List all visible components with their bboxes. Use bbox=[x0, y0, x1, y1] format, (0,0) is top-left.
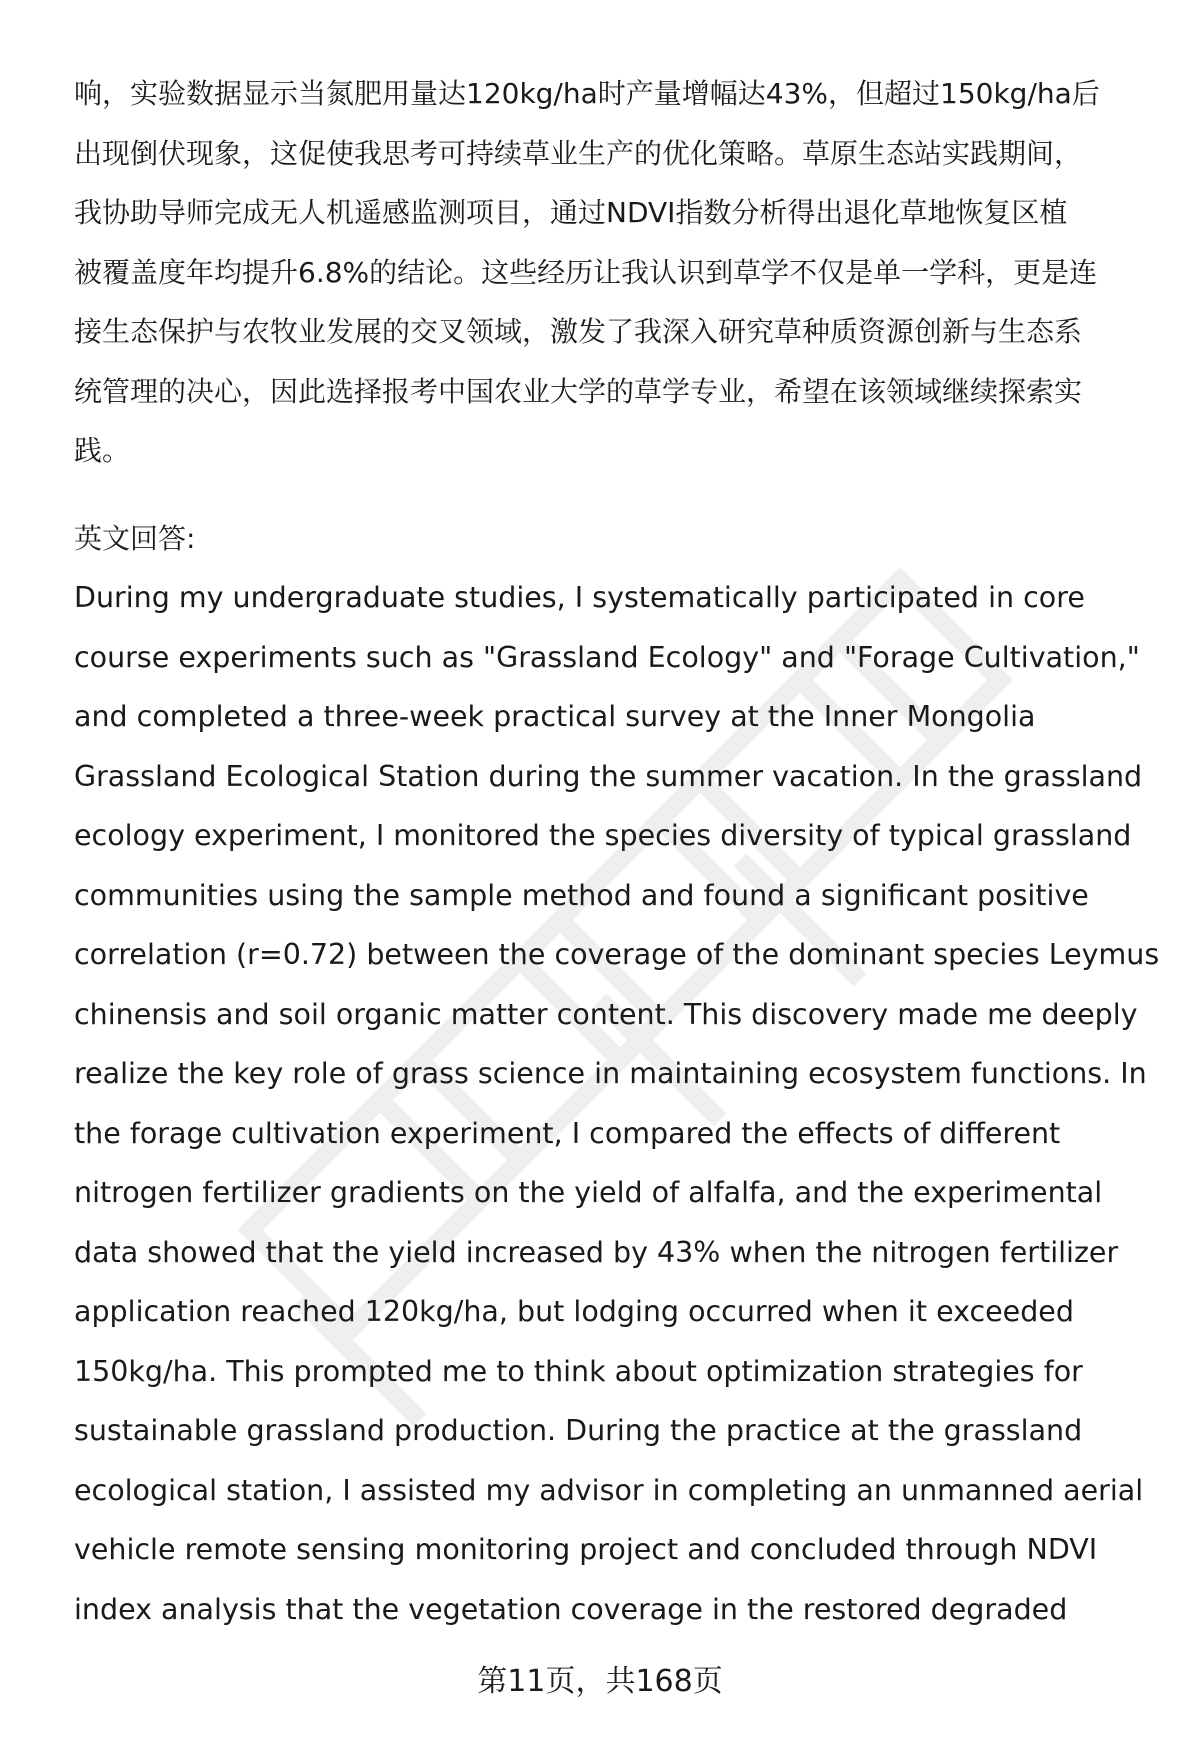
text-line: 响，实验数据显示当氮肥用量达120kg/ha时产量增幅达43%，但超过150kg/ha后 bbox=[74, 77, 1100, 110]
text-line: correlation (r=0.72) between the coverage of the dominant species Leymus bbox=[74, 938, 1160, 971]
text-line: 我协助导师完成无人机遥感监测项目，通过NDVI指数分析得出退化草地恢复区植 bbox=[74, 196, 1068, 229]
text-line: and completed a three-week practical survey at the Inner Mongolia bbox=[74, 700, 1036, 733]
text-line: course experiments such as "Grassland Ecology" and "Forage Cultivation," bbox=[74, 640, 1140, 674]
text-line: 统管理的决心，因此选择报考中国农业大学的草学专业，希望在该领域继续探索实 bbox=[74, 374, 1083, 408]
text-line: index analysis that the vegetation coverage in the restored degraded bbox=[74, 1592, 1068, 1626]
text-line: application reached 120kg/ha, but lodging occurred when it exceeded bbox=[74, 1295, 1074, 1328]
text-line: sustainable grassland production. During the practice at the grassland bbox=[74, 1414, 1083, 1447]
text-line: 出现倒伏现象，这促使我思考可持续草业生产的优化策略。草原生态站实践期间， bbox=[74, 136, 1083, 170]
text-line: ecology experiment, I monitored the species diversity of typical grassland bbox=[74, 819, 1132, 852]
english-answer-paragraph bbox=[74, 568, 1160, 1639]
text-line: communities using the sample method and found a significant positive bbox=[74, 878, 1089, 912]
text-line: During my undergraduate studies, I systematically participated in core bbox=[74, 581, 1085, 614]
text-line: data showed that the yield increased by 43% when the nitrogen fertilizer bbox=[74, 1235, 1119, 1269]
text-line: 践。 bbox=[74, 434, 131, 467]
text-line: Grassland Ecological Station during the summer vacation. In the grassland bbox=[74, 759, 1143, 793]
text-line: nitrogen fertilizer gradients on the yield of alfalfa, and the experimental bbox=[74, 1176, 1103, 1209]
text-line: ecological station, I assisted my advisor in completing an unmanned aerial bbox=[74, 1473, 1144, 1507]
page-content bbox=[74, 64, 1160, 1639]
text-line: realize the key role of grass science in maintaining ecosystem functions. In bbox=[74, 1057, 1147, 1090]
text-line: vehicle remote sensing monitoring project and concluded through NDVI bbox=[74, 1533, 1098, 1566]
chinese-answer-paragraph bbox=[74, 64, 1154, 481]
english-answer-label: 英文回答: bbox=[74, 521, 196, 555]
text-line: 接生态保护与农牧业发展的交叉领域，激发了我深入研究草种质资源创新与生态系 bbox=[74, 315, 1083, 348]
text-line: chinensis and soil organic matter content. This discovery made me deeply bbox=[74, 997, 1138, 1031]
text-line: the forage cultivation experiment, I compared the effects of different bbox=[74, 1116, 1061, 1150]
text-line: 150kg/ha. This prompted me to think about optimization strategies for bbox=[74, 1354, 1083, 1388]
text-line: 被覆盖度年均提升6.8%的结论。这些经历让我认识到草学不仅是单一学科，更是连 bbox=[74, 255, 1098, 289]
page-number-footer: 第11页，共168页 bbox=[477, 1664, 723, 1699]
